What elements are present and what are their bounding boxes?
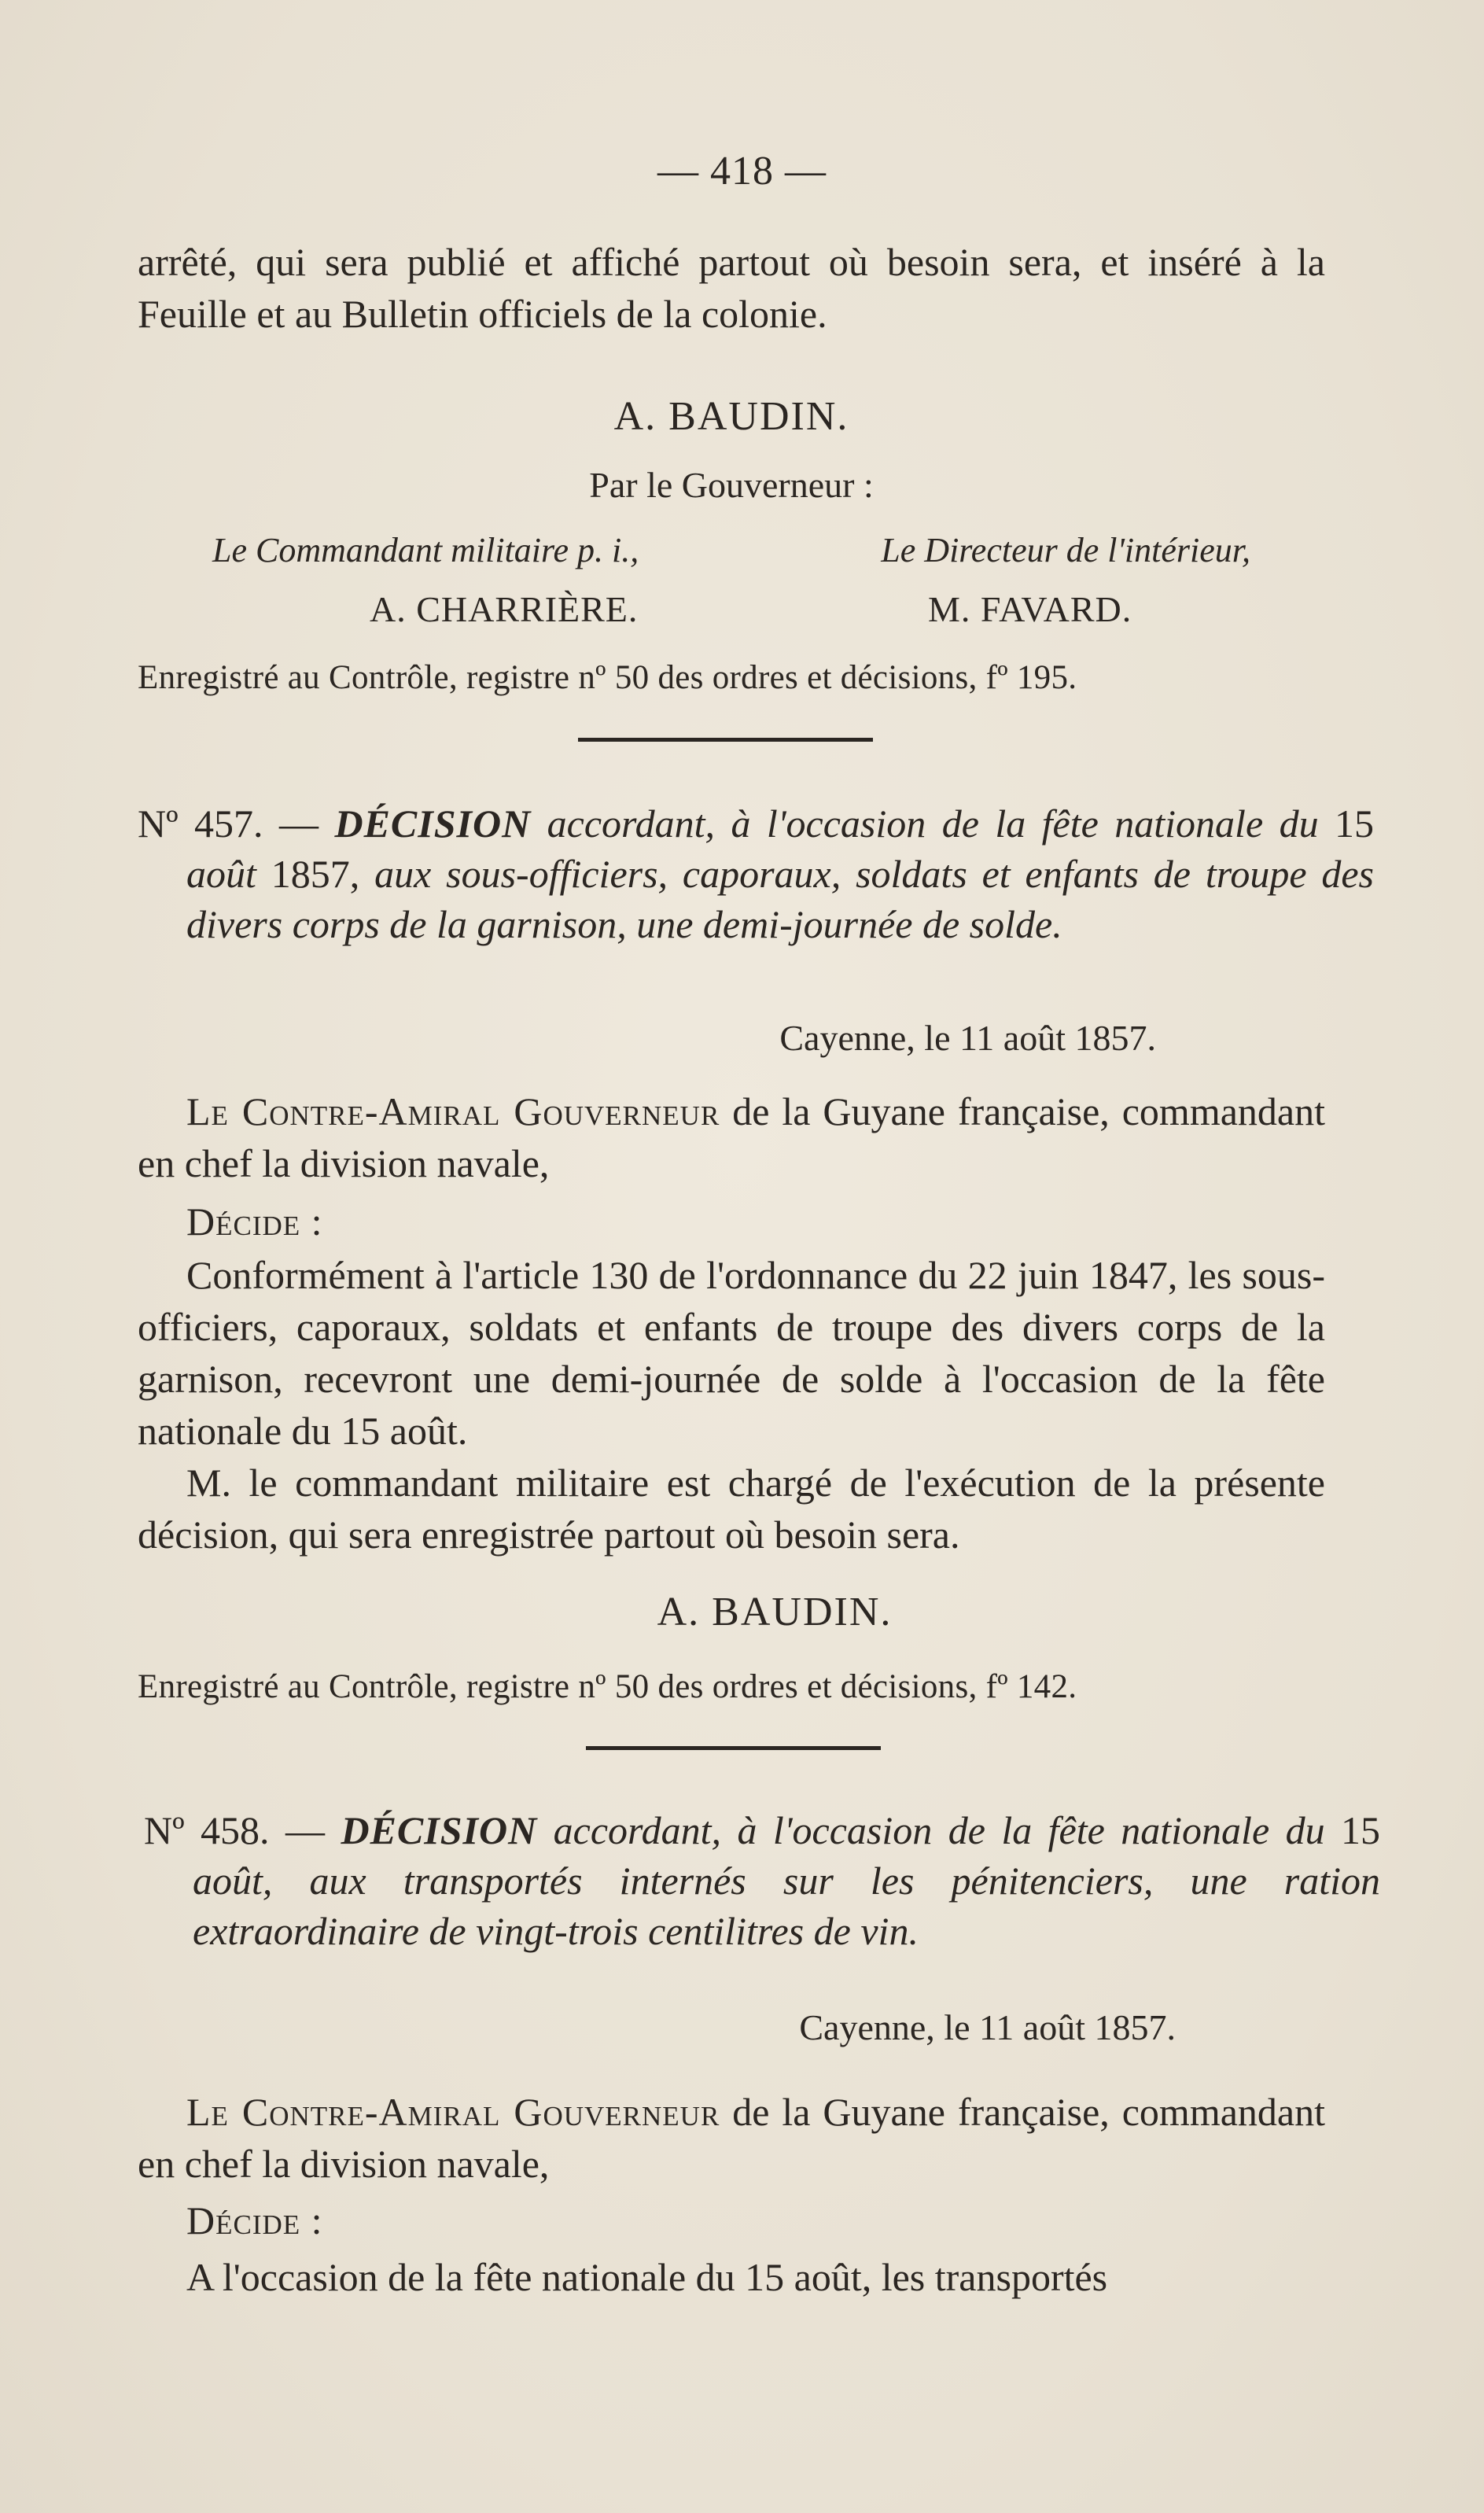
decision-457-number: Nº 457. <box>138 801 263 846</box>
decision-457-title-a: accordant, à l'occasion de la fête nationale du <box>547 801 1319 846</box>
decide-457: Décide : <box>186 1199 323 1244</box>
signature-baudin-1: A. BAUDIN. <box>613 394 849 439</box>
decision-457-preamble <box>138 1085 1325 1189</box>
section-divider <box>578 738 873 742</box>
decision-457-body-2: M. le commandant militaire est chargé de l'exécution de la présente décision, qui sera enregistrée partout où besoin sera. <box>138 1461 1325 1557</box>
enregistrement-142: Enregistré au Contrôle, registre nº 50 des ordres et décisions, fº 142. <box>138 1668 1077 1705</box>
preamble-caps: Le Contre-Amiral Gouverneur <box>186 2090 720 2134</box>
decision-457-title-c: aux sous-officiers, caporaux, soldats et enfants de troupe des divers corps de la garnison, une demi-journée de solde. <box>186 852 1375 946</box>
decision-458-preamble <box>138 2086 1325 2190</box>
decision-457-body-1: Conformément à l'article 130 de l'ordonnance du 22 juin 1847, les sous-officiers, caporaux, soldats et enfants de troupe des divers corps de la garnison, recevront une demi-journée de solde à l'occasion de la fête nationale du 15 août. <box>138 1253 1325 1453</box>
preamble-caps: Le Contre-Amiral Gouverneur <box>186 1089 720 1133</box>
decision-458-day: 15 <box>1341 1808 1381 1852</box>
decision-458-number: Nº 458. <box>144 1808 270 1852</box>
enregistrement-195: Enregistré au Contrôle, registre nº 50 des ordres et décisions, fº 195. <box>138 659 1077 696</box>
decision-457-heading <box>138 798 1374 949</box>
name-favard: M. FAVARD. <box>928 589 1132 629</box>
decision-label: DÉCISION <box>341 1808 538 1852</box>
preamble-rest: de la Guyane française, commandant en chef la division navale, <box>138 1089 1325 1185</box>
opening-paragraph: arrêté, qui sera publié et affiché partout où besoin sera, et inséré à la Feuille et au Bulletin officiels de la colonie. <box>138 240 1325 336</box>
heading-dash: — <box>285 1808 326 1852</box>
decision-457-title-b: août <box>186 852 256 896</box>
par-le-gouverneur: Par le Gouverneur : <box>589 465 874 505</box>
decision-label: DÉCISION <box>334 801 532 846</box>
name-charriere: A. CHARRIÈRE. <box>370 589 639 629</box>
decision-458-title-c: août, aux transportés internés sur les pénitenciers, une ration extraordinaire de vingt-trois centilitres de vin. <box>193 1859 1380 1953</box>
countersign-titles <box>212 527 1250 574</box>
commandant-title: Le Commandant militaire p. i., <box>212 531 639 569</box>
decision-458-title-a: accordant, à l'occasion de la fête nationale du <box>553 1808 1325 1852</box>
decision-457-day: 15 <box>1335 801 1375 846</box>
signature-baudin-2: A. BAUDIN. <box>657 1590 893 1634</box>
decision-457-date: Cayenne, le 11 août 1857. <box>779 1018 1156 1058</box>
countersign-names <box>370 586 1235 633</box>
decision-458-body-1: A l'occasion de la fête nationale du 15 août, les transportés <box>186 2255 1108 2299</box>
decision-458-heading <box>144 1805 1380 1956</box>
page-number: — 418 — <box>657 149 827 193</box>
decide-458: Décide : <box>186 2198 323 2242</box>
heading-dash: — <box>279 801 319 846</box>
preamble-rest: de la Guyane française, commandant en chef la division navale, <box>138 2090 1325 2186</box>
decision-458-date: Cayenne, le 11 août 1857. <box>799 2007 1176 2047</box>
section-divider-2 <box>586 1746 881 1750</box>
directeur-title: Le Directeur de l'intérieur, <box>881 531 1250 569</box>
decision-457-year: 1857, <box>271 852 360 896</box>
